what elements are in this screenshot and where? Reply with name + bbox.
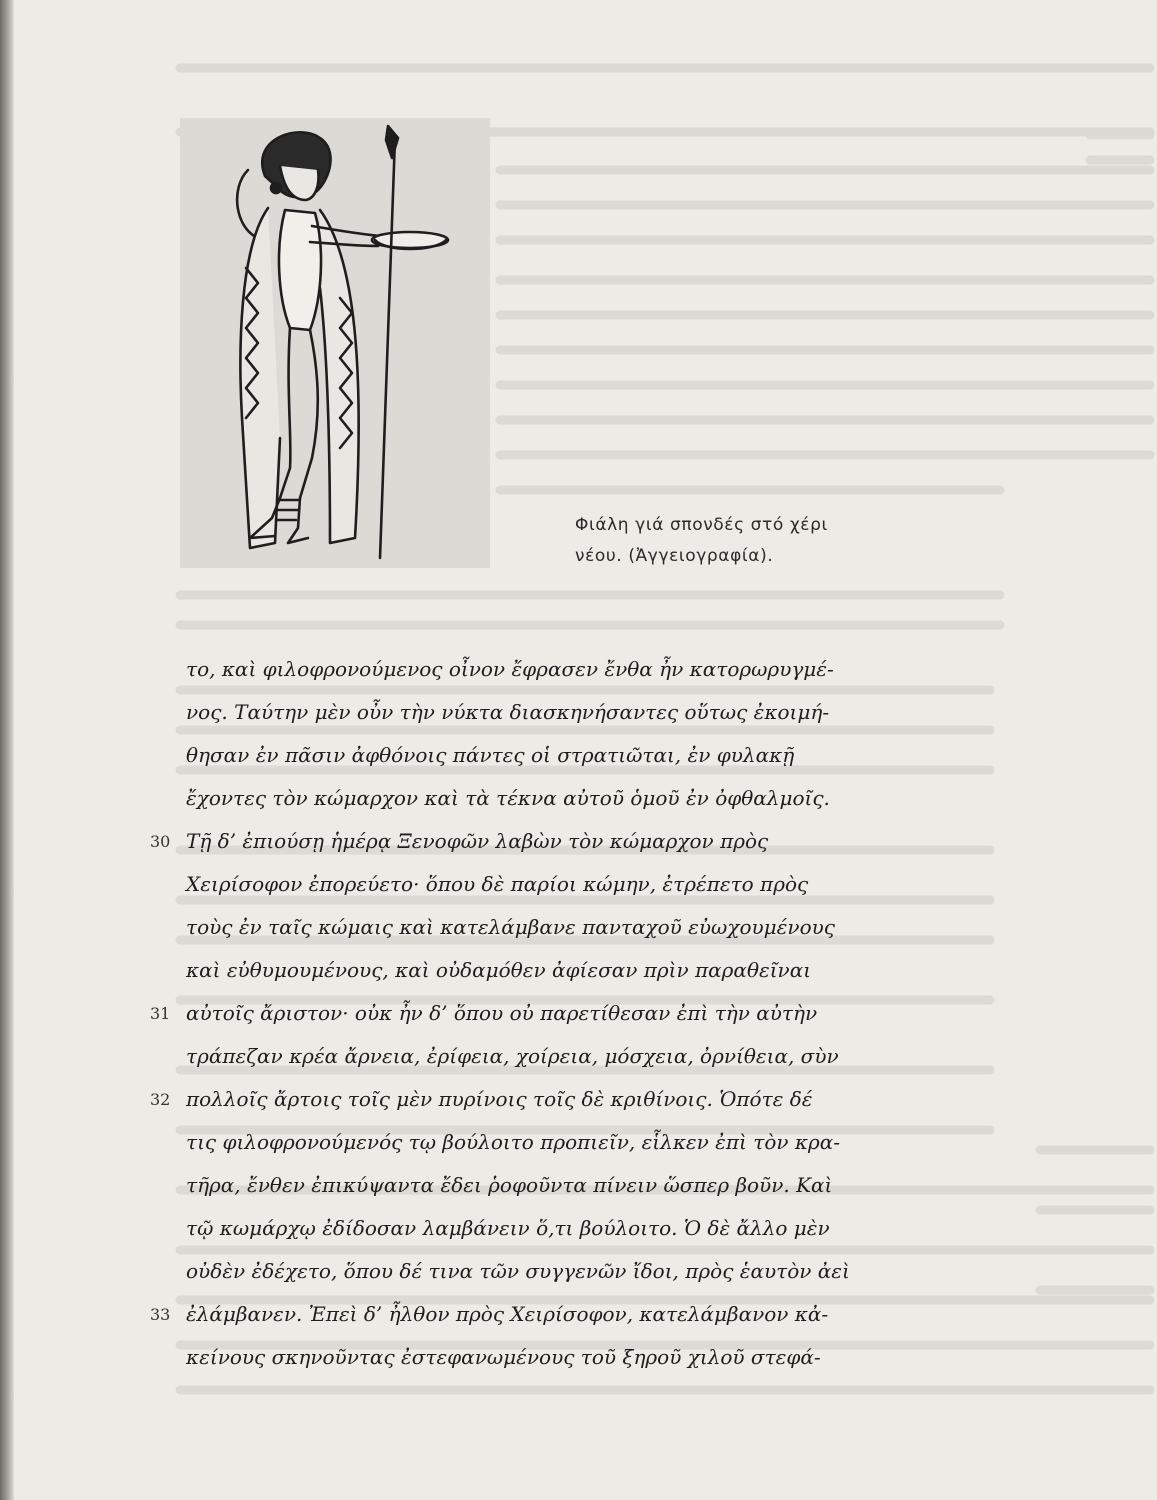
line-text: Χειρίσοφον ἐπορεύετο· ὅπου δὲ παρίοι κώμην, ἐτρέπετο πρὸς <box>186 872 809 896</box>
page-left-edge-shadow <box>0 0 14 1500</box>
text-line <box>150 1207 980 1250</box>
text-line <box>150 1250 980 1293</box>
text-line <box>150 691 980 734</box>
text-line <box>150 863 980 906</box>
text-line <box>150 949 980 992</box>
line-text: το, καὶ φιλοφρονούμενος οἶνον ἔφρασεν ἔνθα ἦν κατορωρυγμέ- <box>186 657 834 681</box>
figure-illustration-icon <box>180 118 490 568</box>
text-line <box>150 906 980 949</box>
line-text: τράπεζαν κρέα ἄρνεια, ἐρίφεια, χοίρεια, μόσχεια, ὀρνίθεια, σὺν <box>186 1044 839 1068</box>
line-text: ἐλάμβανεν. Ἐπεὶ δ’ ἦλθον πρὸς Χειρίσοφον, κατελάμβανον κἀ- <box>186 1302 829 1326</box>
line-text: τῷ κωμάρχῳ ἐδίδοσαν λαμβάνειν ὅ,τι βούλοιτο. Ὁ δὲ ἄλλο μὲν <box>186 1216 830 1240</box>
line-text: πολλοῖς ἄρτοις τοῖς μὲν πυρίνοις τοῖς δὲ κριθίνοις. Ὁπότε δέ <box>186 1087 813 1111</box>
text-line <box>150 820 980 863</box>
section-number: 33 <box>150 1305 171 1324</box>
figure-caption <box>575 510 955 572</box>
text-line <box>150 992 980 1035</box>
line-text: καὶ εὐθυμουμένους, καὶ οὐδαμόθεν ἀφίεσαν πρὶν παραθεῖναι <box>186 958 812 982</box>
line-text: ἔχοντες τὸν κώμαρχον καὶ τὰ τέκνα αὐτοῦ ὁμοῦ ἐν ὀφθαλμοῖς. <box>186 786 830 810</box>
line-text: τῆρα, ἔνθεν ἐπικύψαντα ἔδει ῥοφοῦντα πίνειν ὥσπερ βοῦν. Καὶ <box>186 1173 833 1197</box>
vase-painting-illustration <box>180 118 490 568</box>
section-number: 30 <box>150 832 171 851</box>
text-line <box>150 1293 980 1336</box>
text-line <box>150 1336 980 1379</box>
section-number: 31 <box>150 1004 171 1023</box>
text-line <box>150 1078 980 1121</box>
line-text: οὐδὲν ἐδέχετο, ὅπου δέ τινα τῶν συγγενῶν ἴδοι, πρὸς ἑαυτὸν ἀεὶ <box>186 1259 850 1283</box>
line-text: αὐτοῖς ἄριστον· οὐκ ἦν δ’ ὅπου οὐ παρετίθεσαν ἐπὶ τὴν αὐτὴν <box>186 1001 818 1025</box>
line-text: τοὺς ἐν ταῖς κώμαις καὶ κατελάμβανε πανταχοῦ εὐωχουμένους <box>186 915 835 939</box>
caption-line-1: Φιάλη γιά σπονδές στό χέρι <box>575 515 828 535</box>
line-text: νος. Ταύτην μὲν οὖν τὴν νύκτα διασκηνήσαντες οὕτως ἐκοιμή- <box>186 700 830 724</box>
section-number: 32 <box>150 1090 171 1109</box>
text-line <box>150 777 980 820</box>
text-line <box>150 1121 980 1164</box>
line-text: κείνους σκηνοῦντας ἐστεφανωμένους τοῦ ξηροῦ χιλοῦ στεφά- <box>186 1345 821 1369</box>
caption-line-2: νέου. (Ἀγγειογραφία). <box>575 546 774 566</box>
text-line <box>150 1164 980 1207</box>
line-text: τις φιλοφρονούμενός τῳ βούλοιτο προπιεῖν, εἷλκεν ἐπὶ τὸν κρα- <box>186 1130 841 1154</box>
greek-text-body <box>150 648 980 1379</box>
line-text: θησαν ἐν πᾶσιν ἀφθόνοις πάντες οἱ στρατιῶται, ἐν φυλακῇ <box>186 743 795 767</box>
text-line <box>150 1035 980 1078</box>
text-line <box>150 734 980 777</box>
line-text: Τῇ δ’ ἐπιούσῃ ἡμέρᾳ Ξενοφῶν λαβὼν τὸν κώμαρχον πρὸς <box>186 829 769 853</box>
text-line <box>150 648 980 691</box>
